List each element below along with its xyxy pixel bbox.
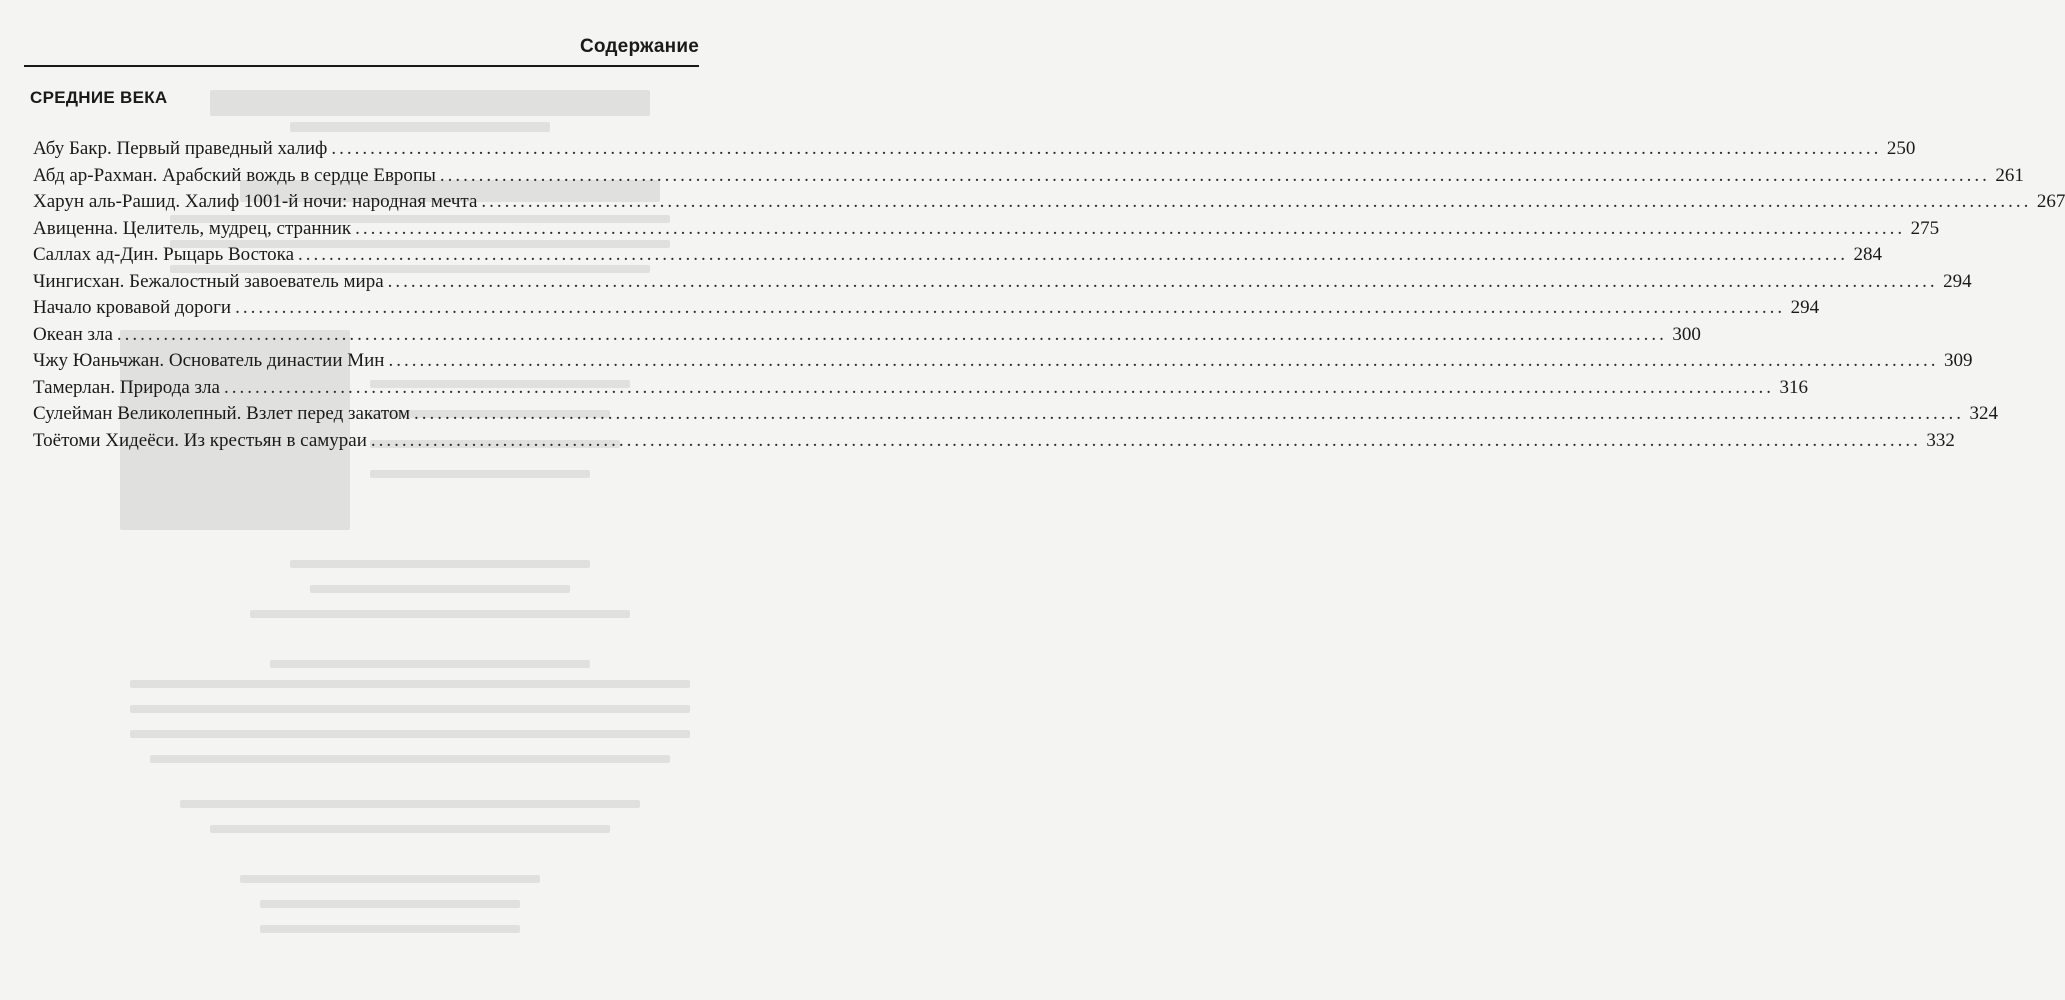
toc-entry-page: 284 (1853, 244, 1882, 265)
toc-leader-dots: ........................................................................................................................................................................................................ (387, 270, 1938, 292)
toc-entry-page: 332 (1926, 429, 1955, 451)
toc-leader-dots: ........................................................................................................................................................................................................ (116, 323, 1667, 345)
toc-entry[interactable] (33, 376, 1808, 404)
toc-entry-page: 261 (1995, 164, 2024, 186)
toc-entry[interactable] (33, 429, 1955, 457)
running-header-title: Содержание (579, 36, 699, 57)
toc-leader-dots: ........................................................................................................................................................................................................ (355, 217, 1906, 239)
toc-leader-dots: ........................................................................................................................................................................................................ (414, 403, 1965, 424)
toc-entry-title: Абд ар-Рахман. Арабский вождь в сердце Европы (33, 164, 436, 186)
toc-entry[interactable] (33, 297, 1820, 324)
toc-entry-page: 250 (1886, 138, 1916, 159)
toc-entry-title: Сулейман Великолепный. Взлет перед закатом (33, 403, 411, 424)
header-rule (24, 65, 699, 67)
toc-entry[interactable] (33, 164, 2024, 192)
toc-leader-dots: ........................................................................................................................................................................................................ (223, 376, 1774, 398)
toc-entry[interactable] (33, 323, 1701, 351)
toc-entry-page: 275 (1910, 217, 1940, 239)
toc-entry-title: Чингисхан. Бежалостный завоеватель мира (33, 270, 384, 292)
toc-entry-title: Океан зла (33, 323, 113, 345)
toc-entry-title: Авиценна. Целитель, мудрец, странник (33, 217, 352, 239)
toc-entry-title: Начало кровавой дороги (33, 297, 232, 318)
toc-leader-dots: ........................................................................................................................................................................................................ (235, 297, 1786, 318)
toc-entry-title: Харун аль-Рашид. Халиф 1001-й ночи: народная мечта (33, 191, 478, 212)
section-heading: СРЕДНИЕ ВЕКА (30, 88, 168, 107)
toc-entry-title: Тоётоми Хидеёси. Из крестьян в самураи (33, 429, 367, 451)
toc-leader-dots: ........................................................................................................................................................................................................ (388, 350, 1939, 371)
toc-entry[interactable] (33, 217, 1940, 245)
toc-leader-dots: ........................................................................................................................................................................................................ (481, 191, 2032, 212)
toc-entry-page: 294 (1790, 297, 1820, 318)
toc-entry-page: 267 (2036, 191, 2065, 212)
toc-entry-page: 294 (1943, 270, 1972, 292)
toc-entry[interactable] (33, 270, 1972, 298)
toc-leader-dots: ........................................................................................................................................................................................................ (370, 429, 1921, 451)
toc-leader-dots: ........................................................................................................................................................................................................ (298, 244, 1848, 265)
toc-entry[interactable] (33, 191, 2065, 218)
table-of-contents (33, 138, 2065, 456)
toc-entry-title: Абу Бакр. Первый праведный халиф (33, 138, 328, 159)
toc-entry-title: Чжу Юаньчжан. Основатель династии Мин (33, 350, 385, 371)
toc-entry[interactable] (33, 350, 1973, 377)
toc-entry-title: Саллах ад-Дин. Рыцарь Востока (33, 244, 294, 265)
toc-entry[interactable] (33, 138, 1916, 165)
running-header (0, 0, 755, 68)
toc-entry-title: Тамерлан. Природа зла (33, 376, 220, 398)
toc-entry-page: 316 (1779, 376, 1808, 398)
toc-leader-dots: ........................................................................................................................................................................................................ (439, 164, 1990, 186)
toc-leader-dots: ........................................................................................................................................................................................................ (331, 138, 1882, 159)
toc-entry[interactable] (33, 403, 1999, 430)
toc-entry-page: 300 (1672, 323, 1701, 345)
toc-entry-page: 309 (1943, 350, 1973, 371)
toc-entry[interactable] (33, 244, 1882, 271)
toc-entry-page: 324 (1969, 403, 1999, 424)
